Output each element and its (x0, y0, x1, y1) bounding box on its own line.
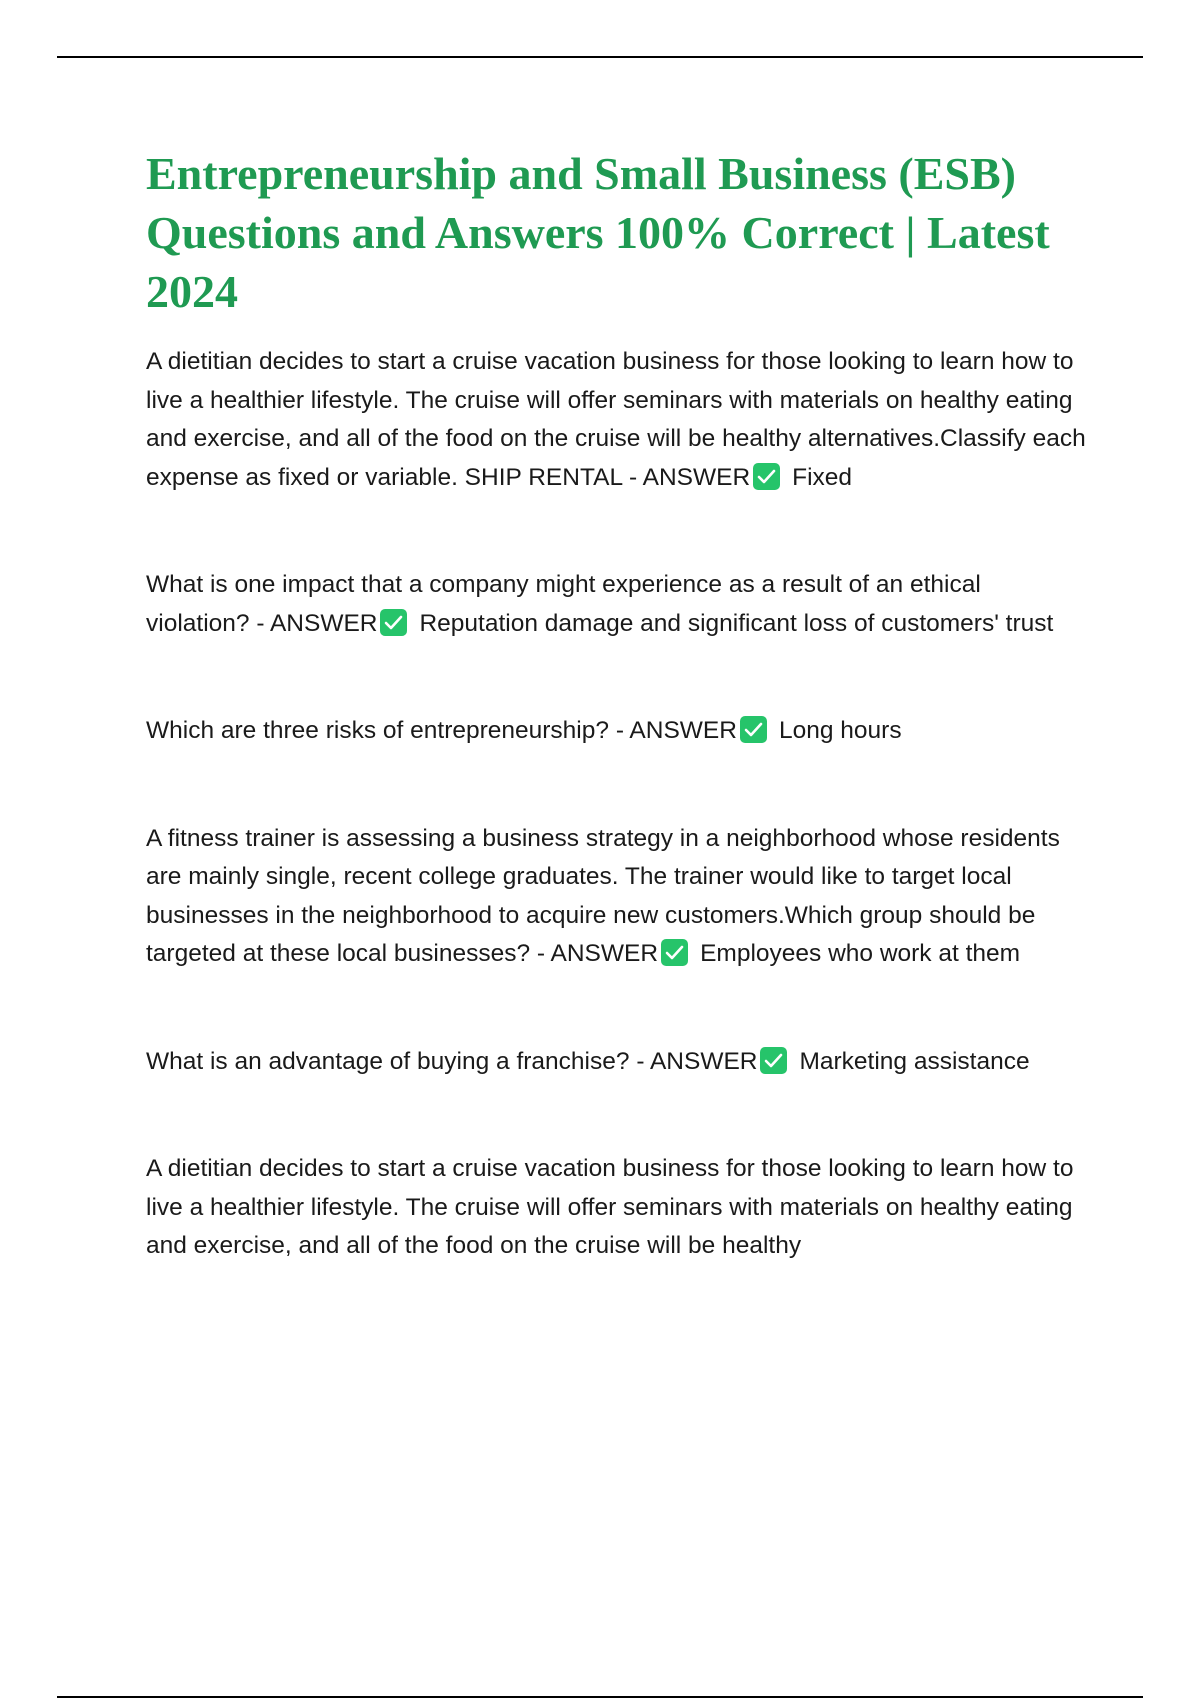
answer-marker: - ANSWER (615, 717, 737, 744)
question-text: What is one impact that a company might experience as a result of an ethical violation? (146, 571, 981, 637)
trailing-paragraph: A dietitian decides to start a cruise vacation business for those looking to learn how to live a healthier lifestyle. The cruise will offer seminars with materials on healthy eating and exercise, and all of the food on the cruise will be healthy (146, 1155, 1074, 1259)
answer-marker: - ANSWER (628, 463, 751, 491)
question-text: A dietitian decides to start a cruise vacation business for those looking to learn how to live a healthier lifestyle. The cruise will offer seminars with materials on healthy eating and exercise, and all of the food on the cruise will be healthy alternatives.Classify each expense as fixed or variable. SHIP RENTAL (146, 348, 1086, 491)
check-mark-icon (740, 716, 767, 743)
qa-item (146, 343, 1086, 497)
answer-text: Employees who work at them (700, 940, 1021, 967)
qa-item (146, 566, 1086, 643)
check-mark-icon (753, 463, 780, 490)
answer-text: Marketing assistance (799, 1047, 1030, 1075)
top-rule (57, 56, 1143, 58)
question-text: What is an advantage of buying a franchise? (146, 1047, 630, 1075)
bottom-rule (57, 1696, 1143, 1698)
answer-marker: - ANSWER (536, 940, 659, 967)
qa-item (146, 820, 1086, 974)
answer-text: Fixed (792, 463, 853, 491)
document-body (146, 144, 1086, 1266)
question-text: Which are three risks of entrepreneurship? (146, 717, 609, 744)
qa-item (146, 1043, 1086, 1082)
question-text: A fitness trainer is assessing a business strategy in a neighborhood whose residents are mainly single, recent college graduates. The trainer would like to target local businesses in the neighborhood to acquire new customers.Which group should be targeted at these local businesses? (146, 824, 1060, 967)
answer-text: Long hours (778, 717, 902, 744)
answer-marker: - ANSWER (256, 609, 378, 637)
check-mark-icon (661, 939, 688, 966)
qa-list (146, 343, 1086, 1081)
document-title: Entrepreneurship and Small Business (ESB) Questions and Answers 100% Correct | Latest 2024 (146, 148, 1050, 317)
qa-item (146, 712, 1086, 751)
check-mark-icon (380, 609, 407, 636)
answer-text: Reputation damage and significant loss of customers' trust (419, 609, 1054, 637)
answer-marker: - ANSWER (636, 1047, 758, 1075)
check-mark-icon (760, 1047, 787, 1074)
